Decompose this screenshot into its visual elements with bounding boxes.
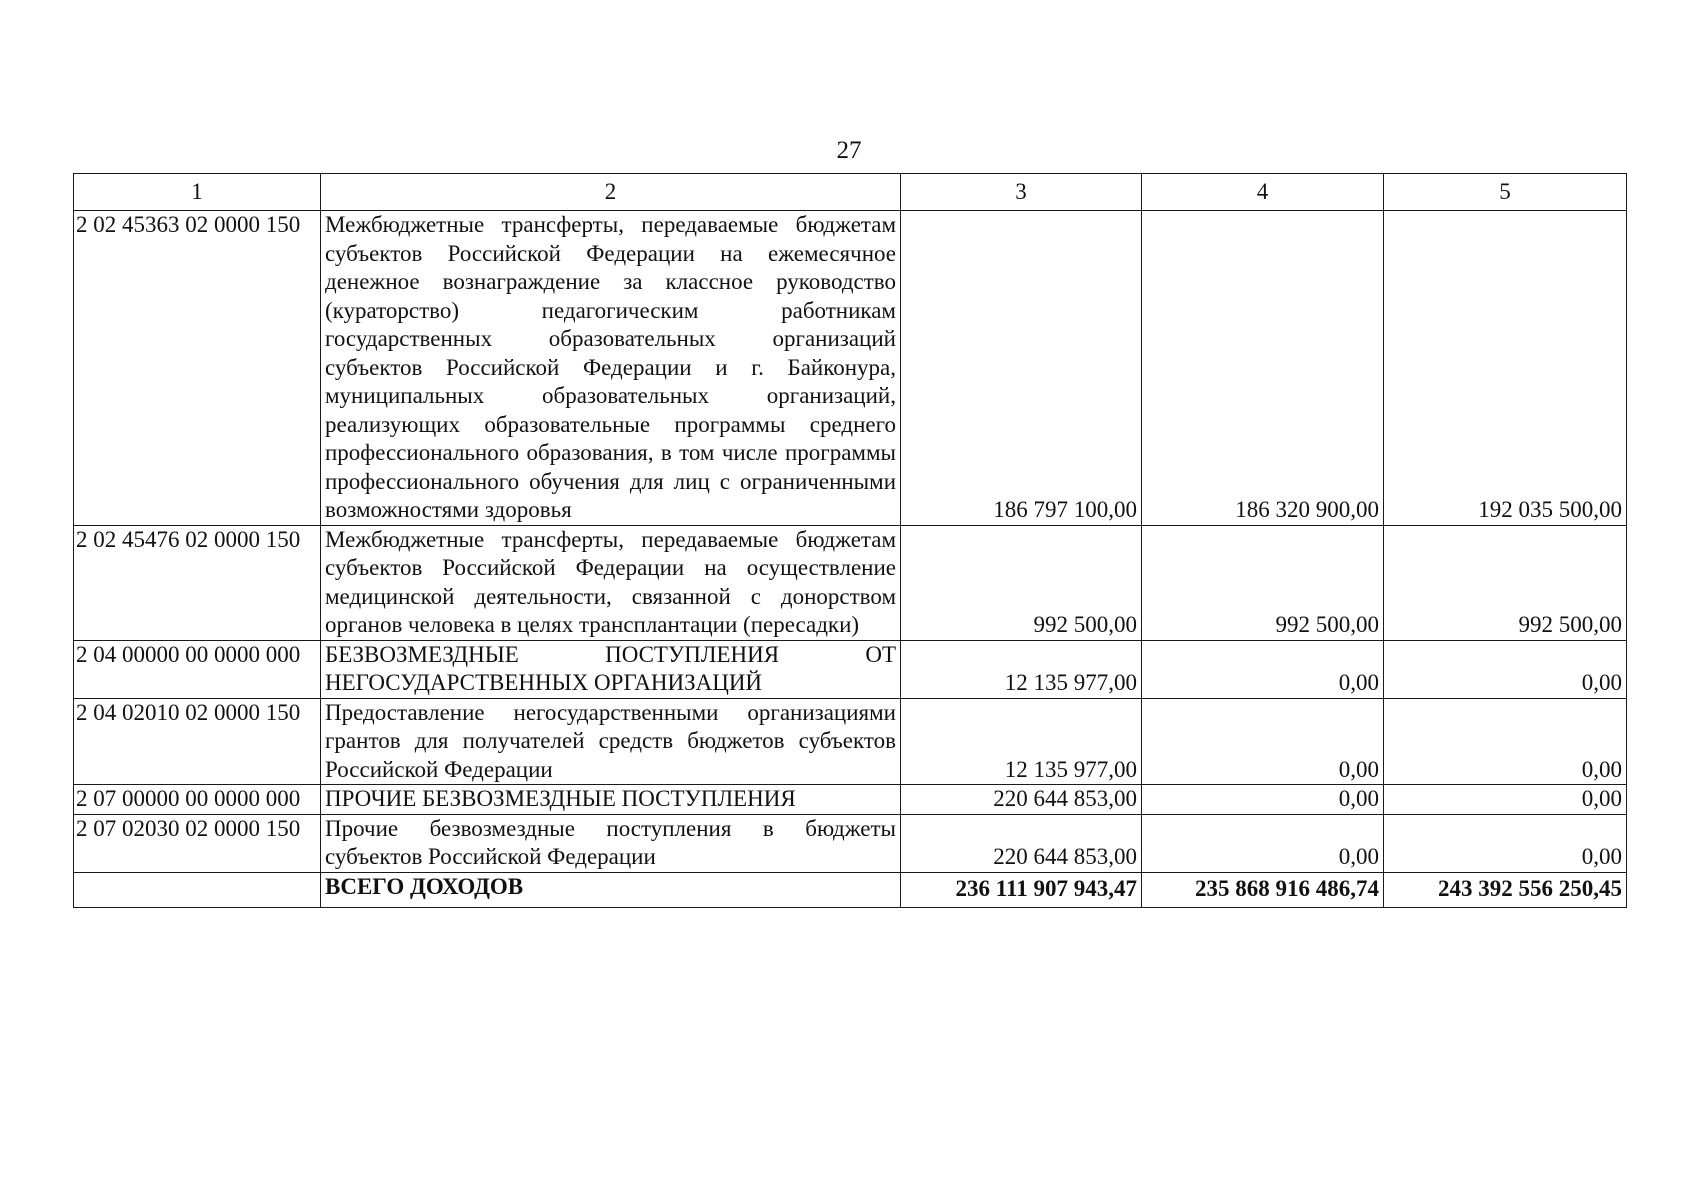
amount-col3: 220 644 853,00 bbox=[901, 814, 1142, 872]
budget-code: 2 07 02030 02 0000 150 bbox=[74, 814, 321, 872]
income-description: Межбюджетные трансферты, передаваемые бюджетам субъектов Российской Федерации на осуществление медицинской деятельности, связанной с донорством органов человека в целях трансплантации (пересадки) bbox=[321, 525, 901, 640]
budget-revenue-table bbox=[73, 173, 1627, 908]
budget-code: 2 04 00000 00 0000 000 bbox=[74, 640, 321, 698]
amount-col3: 186 797 100,00 bbox=[901, 211, 1142, 526]
amount-col5: 0,00 bbox=[1384, 640, 1627, 698]
income-description: Предоставление негосударственными организациями грантов для получателей средств бюджетов субъектов Российской Федерации bbox=[321, 698, 901, 785]
column-header-4: 4 bbox=[1142, 174, 1384, 211]
income-description: ПРОЧИЕ БЕЗВОЗМЕЗДНЫЕ ПОСТУПЛЕНИЯ bbox=[321, 785, 901, 815]
total-col5: 243 392 556 250,45 bbox=[1384, 872, 1627, 907]
amount-col3: 12 135 977,00 bbox=[901, 698, 1142, 785]
total-col4: 235 868 916 486,74 bbox=[1142, 872, 1384, 907]
income-description: Межбюджетные трансферты, передаваемые бюджетам субъектов Российской Федерации на ежемесячное денежное вознаграждение за классное руководство (кураторство) педагогическим работникам государственных образовательных организаций субъектов Российской Федерации и г. Байконура, муниципальных образовательных организаций, реализующих образовательные программы среднего профессионального образования, в том числе программы профессионального обучения для лиц с ограниченными возможностями здоровья bbox=[321, 211, 901, 526]
amount-col4: 0,00 bbox=[1142, 814, 1384, 872]
income-description: БЕЗВОЗМЕЗДНЫЕ ПОСТУПЛЕНИЯ ОТ НЕГОСУДАРСТВЕННЫХ ОРГАНИЗАЦИЙ bbox=[321, 640, 901, 698]
table-row bbox=[74, 525, 1627, 640]
column-header-1: 1 bbox=[74, 174, 321, 211]
amount-col5: 192 035 500,00 bbox=[1384, 211, 1627, 526]
column-number-row bbox=[74, 174, 1627, 211]
table-row bbox=[74, 814, 1627, 872]
total-label: ВСЕГО ДОХОДОВ bbox=[321, 872, 901, 907]
budget-code: 2 07 00000 00 0000 000 bbox=[74, 785, 321, 815]
amount-col3: 220 644 853,00 bbox=[901, 785, 1142, 815]
budget-code: 2 04 02010 02 0000 150 bbox=[74, 698, 321, 785]
amount-col3: 12 135 977,00 bbox=[901, 640, 1142, 698]
table-row bbox=[74, 698, 1627, 785]
table-row bbox=[74, 785, 1627, 815]
budget-code: 2 02 45363 02 0000 150 bbox=[74, 211, 321, 526]
table-row bbox=[74, 640, 1627, 698]
amount-col5: 0,00 bbox=[1384, 698, 1627, 785]
budget-code: 2 02 45476 02 0000 150 bbox=[74, 525, 321, 640]
income-description: Прочие безвозмездные поступления в бюджеты субъектов Российской Федерации bbox=[321, 814, 901, 872]
column-header-5: 5 bbox=[1384, 174, 1627, 211]
amount-col5: 0,00 bbox=[1384, 785, 1627, 815]
total-col3: 236 111 907 943,47 bbox=[901, 872, 1142, 907]
amount-col4: 186 320 900,00 bbox=[1142, 211, 1384, 526]
page-number: 27 bbox=[836, 137, 862, 164]
amount-col5: 992 500,00 bbox=[1384, 525, 1627, 640]
total-row bbox=[74, 872, 1627, 907]
amount-col4: 992 500,00 bbox=[1142, 525, 1384, 640]
amount-col4: 0,00 bbox=[1142, 785, 1384, 815]
column-header-2: 2 bbox=[321, 174, 901, 211]
amount-col4: 0,00 bbox=[1142, 698, 1384, 785]
total-code-empty bbox=[74, 872, 321, 907]
amount-col3: 992 500,00 bbox=[901, 525, 1142, 640]
table-row bbox=[74, 211, 1627, 526]
column-header-3: 3 bbox=[901, 174, 1142, 211]
amount-col4: 0,00 bbox=[1142, 640, 1384, 698]
amount-col5: 0,00 bbox=[1384, 814, 1627, 872]
